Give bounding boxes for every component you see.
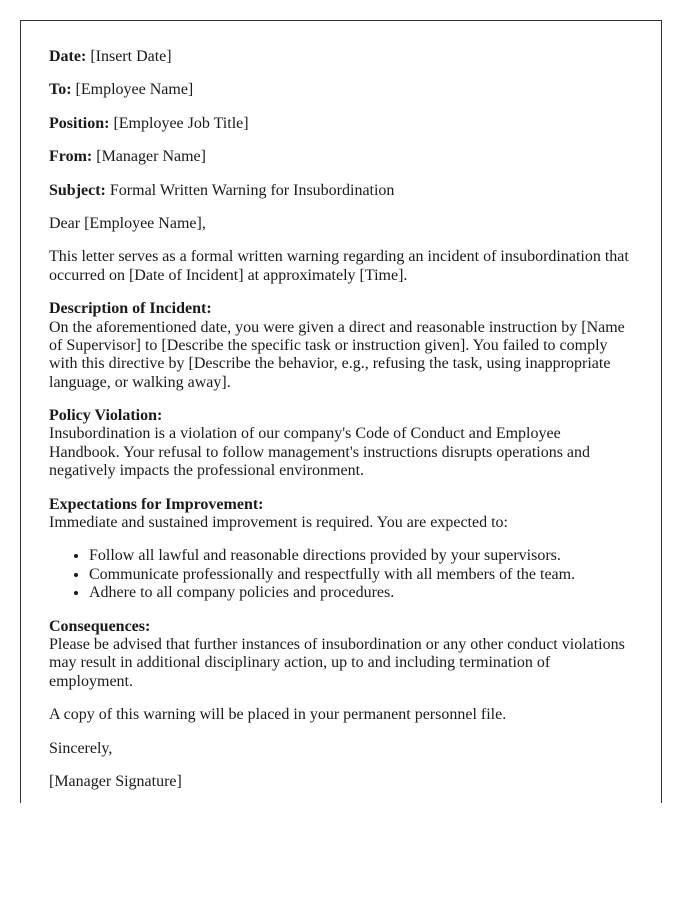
field-to-value: [Employee Name]	[75, 81, 194, 99]
field-date-value: [Insert Date]	[90, 48, 172, 65]
warning-letter-document	[20, 20, 662, 803]
field-from-label: From:	[49, 148, 93, 166]
field-subject	[49, 182, 633, 200]
section-description-body: On the aforementioned date, you were given a direct and reasonable instruction by [Name of Supervisor] to [Describe the specific task or instruction given]. You failed to comply with this directive by [Describe the behavior, e.g., refusing the task, using inappropriate language, or walking away].	[49, 318, 625, 391]
list-item: • Follow all lawful and reasonable directions provided by your supervisors.	[89, 547, 633, 565]
section-expectations-body: Immediate and sustained improvement is required. You are expected to:	[49, 514, 508, 532]
field-to-label: To:	[49, 81, 72, 99]
file-note: A copy of this warning will be placed in your permanent personnel file.	[49, 706, 507, 724]
salutation: Dear [Employee Name],	[49, 214, 206, 232]
field-position	[49, 115, 633, 133]
section-policy-violation	[49, 407, 633, 481]
field-date	[49, 48, 633, 66]
field-from-value: [Manager Name]	[96, 148, 206, 166]
field-subject-value: Formal Written Warning for Insubordination	[109, 181, 395, 199]
expectations-list	[49, 547, 633, 602]
field-date-label: Date:	[49, 48, 87, 65]
section-description-heading: Description of Incident:	[49, 300, 212, 318]
section-expectations-heading: Expectations for Improvement:	[49, 495, 264, 513]
intro-paragraph: This letter serves as a formal written warning regarding an incident of insubordination that occurred on [Date of Incident] at approximately [Time].	[49, 248, 629, 284]
section-description-of-incident	[49, 300, 633, 392]
section-consequences-heading: Consequences:	[49, 617, 151, 635]
field-position-label: Position:	[49, 114, 110, 132]
section-expectations	[49, 496, 633, 533]
list-item: • Adhere to all company policies and procedures.	[89, 584, 633, 602]
section-consequences	[49, 618, 633, 692]
field-position-value: [Employee Job Title]	[113, 114, 249, 132]
field-to	[49, 81, 633, 99]
section-policy-heading: Policy Violation:	[49, 407, 163, 425]
section-consequences-body: Please be advised that further instances of insubordination or any other conduct violations may result in additional disciplinary action, up to and including termination of employment.	[49, 635, 625, 690]
field-from	[49, 148, 633, 166]
closing: Sincerely,	[49, 739, 113, 757]
signature-placeholder: [Manager Signature]	[49, 772, 182, 790]
field-subject-label: Subject:	[49, 181, 106, 199]
section-policy-body: Insubordination is a violation of our company's Code of Conduct and Employee Handbook. Your refusal to follow management's instructions disrupts operations and negatively impacts the professional environment.	[49, 425, 591, 480]
list-item: • Communicate professionally and respectfully with all members of the team.	[89, 566, 633, 584]
